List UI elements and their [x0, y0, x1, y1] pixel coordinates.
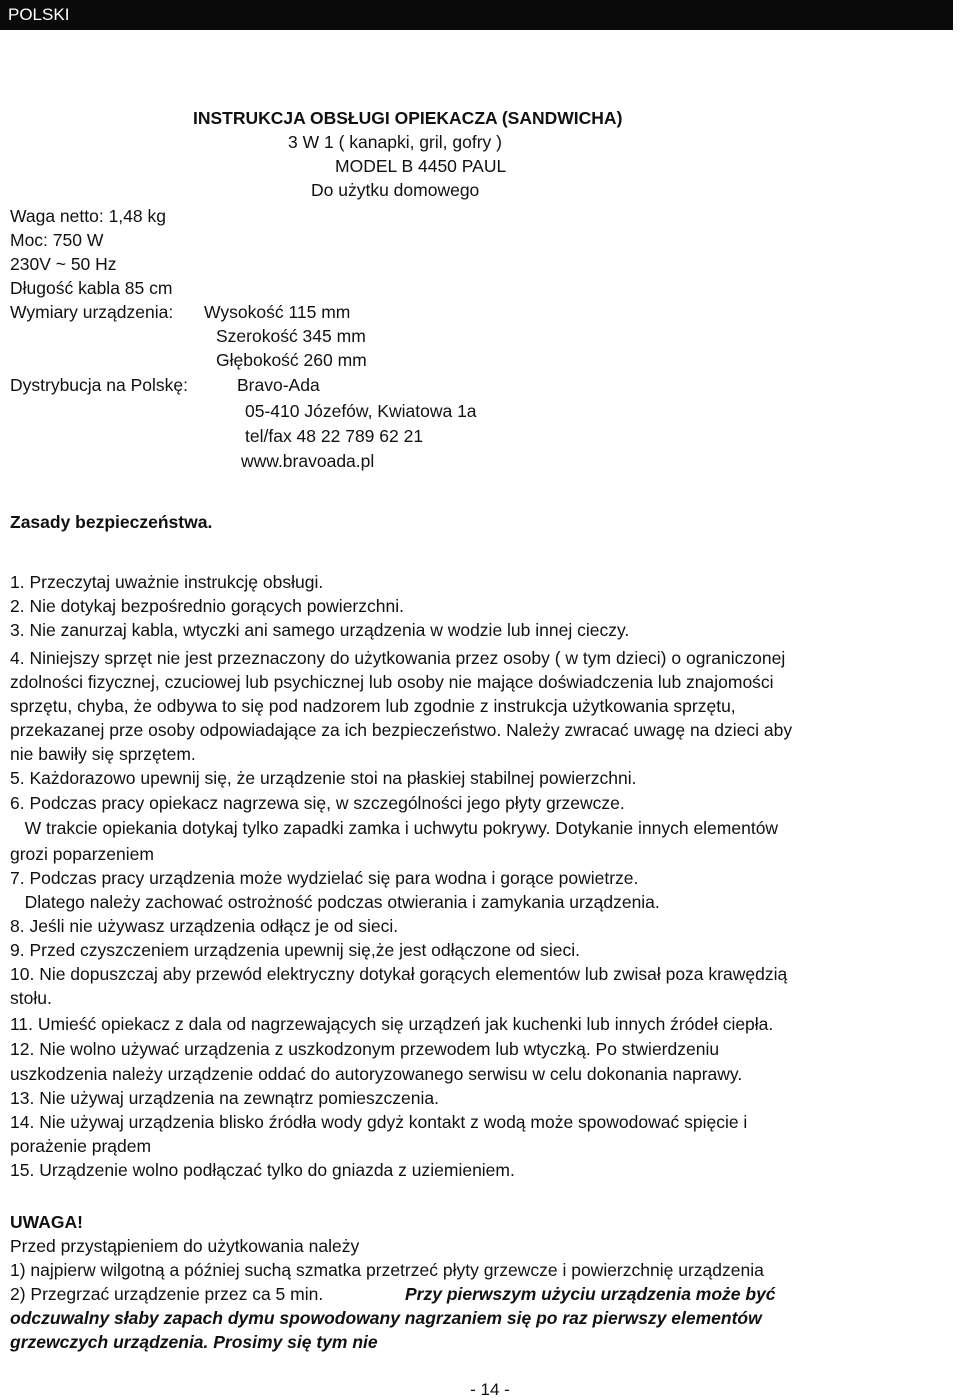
spec-cable-length: Długość kabla 85 cm [10, 278, 173, 298]
spec-width: Szerokość 345 mm [216, 326, 366, 346]
safety-line: 9. Przed czyszczeniem urządzenia upewnij się,że jest odłączone od sieci. [10, 940, 581, 960]
warning-step-1: 1) najpierw wilgotną a później suchą szmatka przetrzeć płyty grzewcze i powierzchnię urządzenia [10, 1260, 764, 1280]
safety-line: 14. Nie używaj urządzenia blisko źródła wody gdyż kontakt z wodą może spowodować spięcie i [10, 1112, 748, 1132]
safety-line: 12. Nie wolno używać urządzenia z uszkodzonym przewodem lub wtyczką. Po stwierdzeniu [10, 1039, 720, 1059]
subtitle-variants: 3 W 1 ( kanapki, gril, gofry ) [288, 132, 502, 152]
safety-line: Dlatego należy zachować ostrożność podczas otwierania i zamykania urządzenia. [10, 892, 660, 912]
safety-line: 4. Niniejszy sprzęt nie jest przeznaczony do użytkowania przez osoby ( w tym dzieci) o ograniczonej [10, 648, 786, 668]
warning-intro: Przed przystąpieniem do użytkowania należy [10, 1236, 360, 1256]
warning-heading: UWAGA! [10, 1212, 83, 1232]
spec-power: Moc: 750 W [10, 230, 104, 250]
safety-line: grozi poparzeniem [10, 844, 154, 864]
safety-line: 15. Urządzenie wolno podłączać tylko do gniazda z uziemieniem. [10, 1160, 515, 1180]
safety-heading: Zasady bezpieczeństwa. [10, 512, 213, 532]
spec-height: Wysokość 115 mm [204, 302, 351, 322]
safety-line: 13. Nie używaj urządzenia na zewnątrz pomieszczenia. [10, 1088, 439, 1108]
safety-line: sprzętu, chyba, że odbywa to się pod nadzorem lub zgodnie z instrukcja użytkowania sprzętu, [10, 696, 736, 716]
safety-line: W trakcie opiekania dotykaj tylko zapadki zamka i uchwytu pokrywy. Dotykanie innych elementów [10, 818, 779, 838]
warning-note-line-1: Przy pierwszym użyciu urządzenia może być [405, 1284, 776, 1304]
distribution-label: Dystrybucja na Polskę: [10, 375, 188, 395]
safety-line: przekazanej prze osoby odpowiadające za ich bezpieczeństwo. Należy zwracać uwagę na dzieci aby [10, 720, 793, 740]
safety-line: 2. Nie dotykaj bezpośrednio gorących powierzchni. [10, 596, 404, 616]
distributor-address: 05-410 Józefów, Kwiatowa 1a [245, 401, 477, 421]
safety-line: 6. Podczas pracy opiekacz nagrzewa się, w szczególności jego płyty grzewcze. [10, 793, 625, 813]
distributor-name: Bravo-Ada [237, 375, 320, 395]
page-number: - 14 - [470, 1380, 510, 1399]
distributor-phone: tel/fax 48 22 789 62 21 [245, 426, 424, 446]
safety-line: 7. Podczas pracy urządzenia może wydzielać się para wodna i gorące powietrze. [10, 868, 639, 888]
safety-line: uszkodzenia należy urządzenie oddać do autoryzowanego serwisu w celu dokonania naprawy. [10, 1064, 743, 1084]
warning-note-line-2: odczuwalny słaby zapach dymu spowodowany nagrzaniem się po raz pierwszy elementów [10, 1308, 762, 1328]
spec-dimensions-label: Wymiary urządzenia: [10, 302, 174, 322]
safety-line: 10. Nie dopuszczaj aby przewód elektryczny dotykał gorących elementów lub zwisał poza krawędzią [10, 964, 788, 984]
warning-step-2: 2) Przegrzać urządzenie przez ca 5 min. [10, 1284, 324, 1304]
spec-weight: Waga netto: 1,48 kg [10, 206, 166, 226]
safety-line: nie bawiły się sprzętem. [10, 744, 196, 764]
spec-depth: Głębokość 260 mm [216, 350, 367, 370]
language-label: POLSKI [8, 5, 70, 24]
subtitle-model: MODEL B 4450 PAUL [335, 156, 507, 176]
language-header-bar [0, 0, 953, 30]
safety-line: 3. Nie zanurzaj kabla, wtyczki ani samego urządzenia w wodzie lub innej cieczy. [10, 620, 630, 640]
warning-note-line-3: grzewczych urządzenia. Prosimy się tym nie [10, 1332, 378, 1352]
safety-line: porażenie prądem [10, 1136, 152, 1156]
distributor-website: www.bravoada.pl [241, 451, 375, 471]
subtitle-usage: Do użytku domowego [311, 180, 480, 200]
safety-line: 5. Każdorazowo upewnij się, że urządzenie stoi na płaskiej stabilnej powierzchni. [10, 768, 637, 788]
safety-line: 11. Umieść opiekacz z dala od nagrzewających się urządzeń jak kuchenki lub innych źródeł ciepła. [10, 1014, 774, 1034]
document-title: INSTRUKCJA OBSŁUGI OPIEKACZA (SANDWICHA) [193, 108, 623, 128]
safety-line: stołu. [10, 988, 52, 1008]
safety-line: zdolności fizycznej, czuciowej lub psychicznej lub osoby nie mające doświadczenia lub znajomości [10, 672, 774, 692]
safety-line: 1. Przeczytaj uważnie instrukcję obsługi. [10, 572, 324, 592]
safety-line: 8. Jeśli nie używasz urządzenia odłącz je od sieci. [10, 916, 399, 936]
spec-voltage: 230V ~ 50 Hz [10, 254, 117, 274]
